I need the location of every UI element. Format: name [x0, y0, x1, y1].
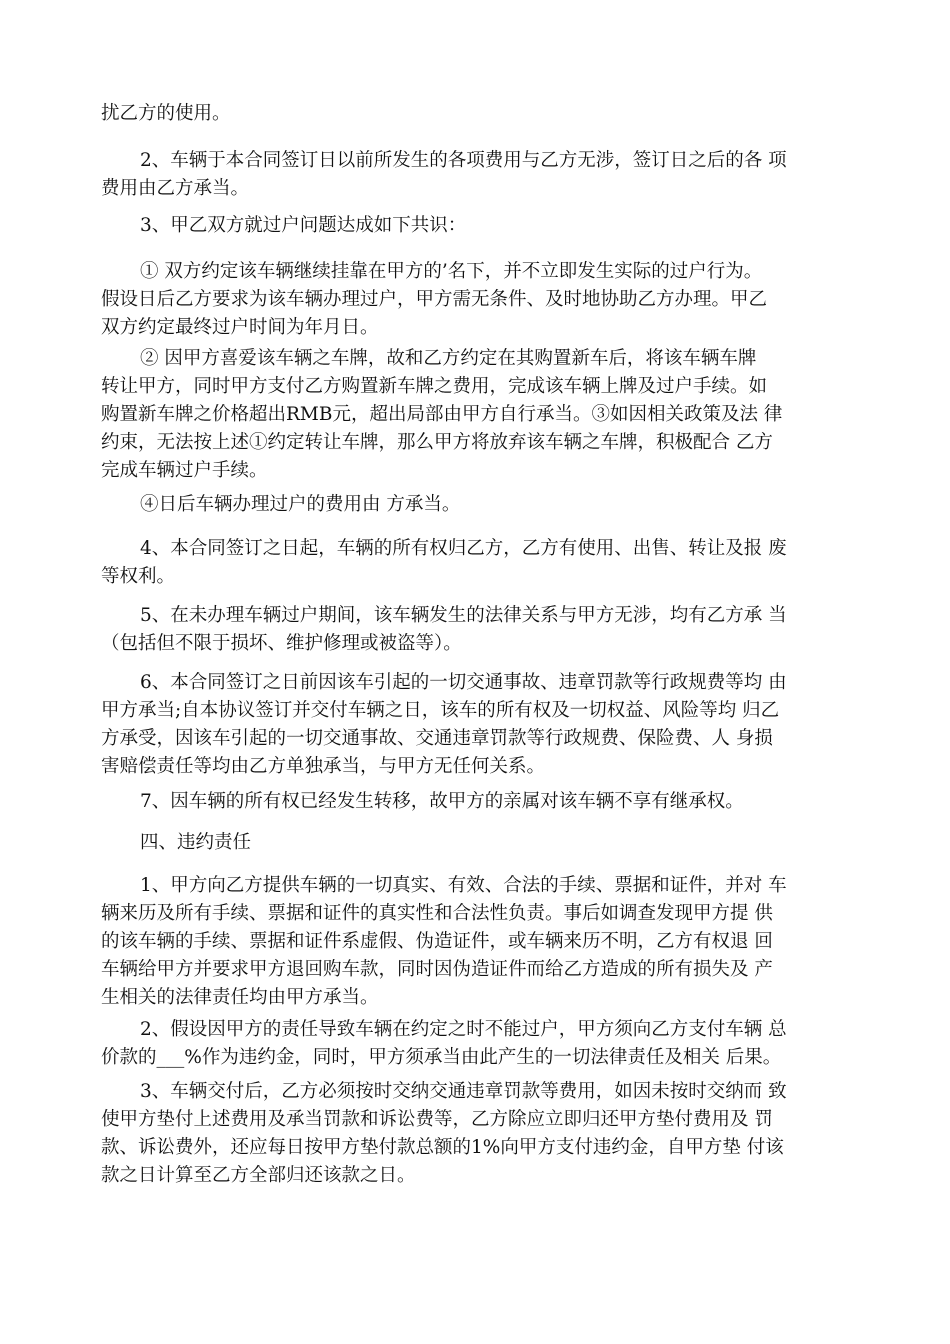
text-line: 3、甲乙双方就过户问题达成如下共识： — [140, 215, 467, 236]
paragraph-breach-1 — [101, 872, 861, 1012]
text-line: 假设日后乙方要求为该车辆办理过户，甲方需无条件、及时地协助乙方办理。甲乙 — [101, 289, 768, 310]
text-line: 生相关的法律责任均由甲方承当。 — [101, 987, 379, 1008]
text-line: 等权利。 — [101, 566, 176, 587]
text-line: 费用由乙方承当。 — [101, 178, 250, 199]
paragraph-clause-3 — [101, 212, 861, 240]
text-line: ④日后车辆办理过户的费用由 方承当。 — [140, 494, 461, 515]
text-line: 约束，无法按上述①约定转让车牌，那么甲方将放弃该车辆之车牌，积极配合 乙方 — [101, 432, 773, 453]
text-line: 扰乙方的使用。 — [101, 103, 231, 124]
text-line: 害赔偿责任等均由乙方单独承当，与甲方无任何关系。 — [101, 756, 546, 777]
text-line: 转让甲方，同时甲方支付乙方购置新车牌之费用，完成该车辆上牌及过户手续。如 — [101, 376, 768, 397]
text-line: 价款的___%作为违约金，同时，甲方须承当由此产生的一切法律责任及相关 后果。 — [101, 1047, 782, 1068]
text-line: 7、因车辆的所有权已经发生转移，故甲方的亲属对该车辆不享有继承权。 — [140, 791, 744, 812]
text-line: 的该车辆的手续、票据和证件系虚假、伪造证件，或车辆来历不明，乙方有权退 回 — [101, 931, 773, 952]
text-line: 车辆给甲方并要求甲方退回购车款，同时因伪造证件而给乙方造成的所有损失及 产 — [101, 959, 773, 980]
text-line: 完成车辆过户手续。 — [101, 460, 268, 481]
paragraph-item-2 — [101, 345, 861, 485]
section-heading — [101, 829, 861, 857]
text-line: 四、违约责任 — [140, 832, 252, 853]
paragraph-item-4 — [101, 491, 861, 519]
text-line: 2、假设因甲方的责任导致车辆在约定之时不能过户，甲方须向乙方支付车辆 总 — [140, 1019, 787, 1040]
paragraph-item-1 — [101, 258, 861, 342]
text-line: 2、车辆于本合同签订日以前所发生的各项费用与乙方无涉，签订日之后的各 项 — [140, 150, 787, 171]
text-line: ② 因甲方喜爱该车辆之车牌，故和乙方约定在其购置新车后，将该车辆车牌 — [140, 348, 757, 369]
paragraph-breach-2 — [101, 1016, 861, 1072]
text-line: 1、甲方向乙方提供车辆的一切真实、有效、合法的手续、票据和证件，并对 车 — [140, 875, 787, 896]
text-line: 方承受，因该车引起的一切交通事故、交通违章罚款等行政规费、保险费、人 身损 — [101, 728, 773, 749]
text-line: 款、诉讼费外，还应每日按甲方垫付款总额的1%向甲方支付违约金，自甲方垫 付该 — [101, 1137, 784, 1158]
paragraph-clause-7 — [101, 788, 861, 816]
paragraph-clause-4 — [101, 535, 861, 591]
text-line: 款之日计算至乙方全部归还该款之日。 — [101, 1165, 416, 1186]
paragraph-continuation — [101, 100, 861, 128]
text-line: ① 双方约定该车辆继续挂靠在甲方的’名下，并不立即发生实际的过户行为。 — [140, 261, 763, 282]
paragraph-clause-6 — [101, 669, 861, 781]
text-line: 4、本合同签订之日起，车辆的所有权归乙方，乙方有使用、出售、转让及报 废 — [140, 538, 787, 559]
text-line: 双方约定最终过户时间为年月日。 — [101, 317, 379, 338]
paragraph-clause-5 — [101, 602, 861, 658]
text-line: 辆来历及所有手续、票据和证件的真实性和合法性负责。事后如调查发现甲方提 供 — [101, 903, 773, 924]
paragraph-breach-3 — [101, 1078, 861, 1190]
text-line: 6、本合同签订之日前因该车引起的一切交通事故、违章罚款等行政规费等均 由 — [140, 672, 787, 693]
text-line: 5、在未办理车辆过户期间，该车辆发生的法律关系与甲方无涉，均有乙方承 当 — [140, 605, 787, 626]
text-line: 3、车辆交付后，乙方必须按时交纳交通违章罚款等费用，如因未按时交纳而 致 — [140, 1081, 787, 1102]
text-line: 使甲方垫付上述费用及承当罚款和诉讼费等，乙方除应立即归还甲方垫付费用及 罚 — [101, 1109, 773, 1130]
text-line: 甲方承当;自本协议签订并交付车辆之日，该车的所有权及一切权益、风险等均 归乙 — [101, 700, 780, 721]
text-line: （包括但不限于损坏、维护修理或被盗等）。 — [101, 633, 462, 654]
text-line: 购置新车牌之价格超出RMB元，超出局部由甲方自行承当。③如因相关政策及法 律 — [101, 404, 783, 425]
paragraph-clause-2 — [101, 147, 861, 203]
